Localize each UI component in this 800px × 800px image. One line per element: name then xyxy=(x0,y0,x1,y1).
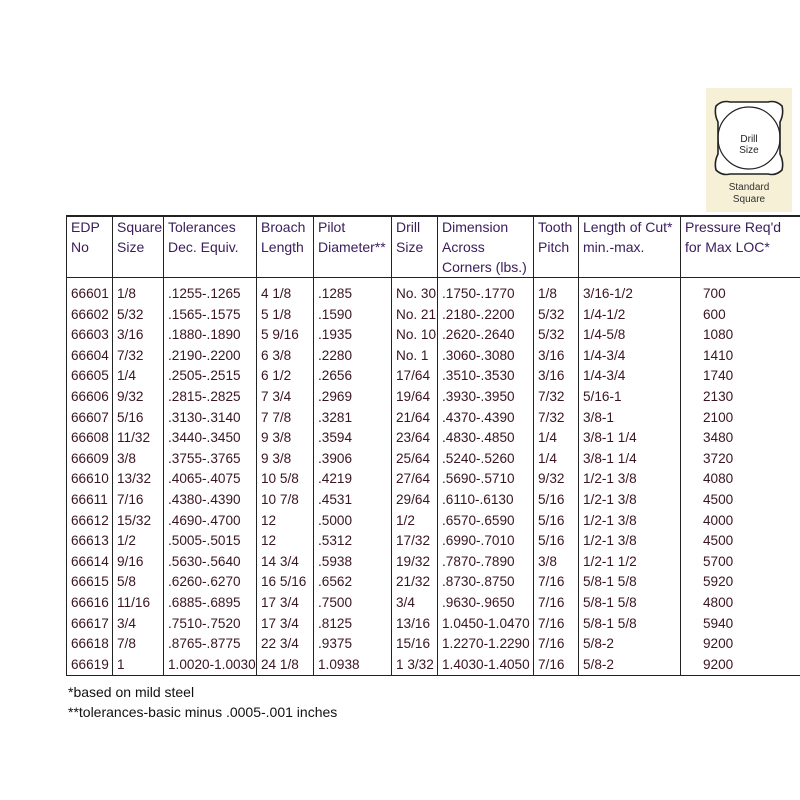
table-row xyxy=(67,490,800,511)
cell-across-corners: .6110-.6130 xyxy=(438,490,534,511)
table-row xyxy=(67,511,800,532)
header-edp: EDP No xyxy=(67,216,113,278)
cell-tooth-pitch: 3/16 xyxy=(534,346,579,367)
cell-broach-length: 7 3/4 xyxy=(257,387,314,408)
cell-edp: 66610 xyxy=(67,469,113,490)
table-row xyxy=(67,428,800,449)
cell-square-size: 7/32 xyxy=(113,346,164,367)
cell-edp: 66619 xyxy=(67,655,113,676)
cell-broach-length: 4 1/8 xyxy=(257,278,314,305)
cell-pilot-diameter: .3594 xyxy=(314,428,392,449)
cell-square-size: 1/4 xyxy=(113,366,164,387)
cell-length-of-cut: 5/16-1 xyxy=(579,387,681,408)
cell-across-corners: .6990-.7010 xyxy=(438,531,534,552)
cell-edp: 66615 xyxy=(67,572,113,593)
cell-drill-size: No. 30 xyxy=(392,278,438,305)
cell-pilot-diameter: .7500 xyxy=(314,593,392,614)
cell-length-of-cut: 1/4-5/8 xyxy=(579,325,681,346)
cell-pressure: 9200 xyxy=(681,634,800,655)
cell-broach-length: 17 3/4 xyxy=(257,593,314,614)
cell-drill-size: No. 21 xyxy=(392,305,438,326)
cell-pressure: 2100 xyxy=(681,408,800,429)
cell-length-of-cut: 1/2-1 3/8 xyxy=(579,511,681,532)
cell-edp: 66613 xyxy=(67,531,113,552)
header-pressure-required: Pressure Req'd for Max LOC* xyxy=(681,216,800,278)
cell-square-size: 13/32 xyxy=(113,469,164,490)
cell-broach-length: 16 5/16 xyxy=(257,572,314,593)
cell-tooth-pitch: 7/16 xyxy=(534,634,579,655)
cell-tolerance: .2505-.2515 xyxy=(164,366,257,387)
cell-drill-size: 19/64 xyxy=(392,387,438,408)
broach-spec-table xyxy=(66,215,800,676)
cell-tolerance: .3440-.3450 xyxy=(164,428,257,449)
cell-drill-size: 29/64 xyxy=(392,490,438,511)
cell-tooth-pitch: 1/4 xyxy=(534,428,579,449)
cell-broach-length: 10 5/8 xyxy=(257,469,314,490)
cell-drill-size: 13/16 xyxy=(392,614,438,635)
cell-pressure: 5940 xyxy=(681,614,800,635)
cell-square-size: 5/32 xyxy=(113,305,164,326)
table-row xyxy=(67,449,800,470)
standard-square-caption: Standard Square xyxy=(728,182,770,205)
cell-pressure: 4080 xyxy=(681,469,800,490)
cell-tooth-pitch: 7/32 xyxy=(534,408,579,429)
cell-broach-length: 5 1/8 xyxy=(257,305,314,326)
table-row xyxy=(67,408,800,429)
cell-tolerance: .5005-.5015 xyxy=(164,531,257,552)
cell-tolerance: 1.0020-1.0030 xyxy=(164,655,257,676)
cell-length-of-cut: 3/8-1 1/4 xyxy=(579,428,681,449)
cell-square-size: 9/32 xyxy=(113,387,164,408)
cell-edp: 66616 xyxy=(67,593,113,614)
cell-drill-size: 27/64 xyxy=(392,469,438,490)
footnotes xyxy=(68,682,337,722)
cell-square-size: 11/32 xyxy=(113,428,164,449)
cell-pressure: 4000 xyxy=(681,511,800,532)
cell-drill-size: 17/64 xyxy=(392,366,438,387)
cell-square-size: 3/8 xyxy=(113,449,164,470)
cell-edp: 66606 xyxy=(67,387,113,408)
cell-tolerance: .1255-.1265 xyxy=(164,278,257,305)
cell-length-of-cut: 1/2-1 3/8 xyxy=(579,490,681,511)
table-row xyxy=(67,634,800,655)
cell-tooth-pitch: 1/8 xyxy=(534,278,579,305)
cell-pilot-diameter: .4219 xyxy=(314,469,392,490)
cell-length-of-cut: 5/8-1 5/8 xyxy=(579,593,681,614)
footnote-mild-steel: *based on mild steel xyxy=(68,684,195,700)
cell-pressure: 4500 xyxy=(681,531,800,552)
header-pilot-diameter: Pilot Diameter** xyxy=(314,216,392,278)
cell-pilot-diameter: .4531 xyxy=(314,490,392,511)
cell-across-corners: .2620-.2640 xyxy=(438,325,534,346)
cell-pilot-diameter: .5938 xyxy=(314,552,392,573)
cell-tolerance: .1880-.1890 xyxy=(164,325,257,346)
cell-square-size: 5/8 xyxy=(113,572,164,593)
cell-drill-size: 21/64 xyxy=(392,408,438,429)
table-row xyxy=(67,655,800,676)
cell-tooth-pitch: 5/16 xyxy=(534,490,579,511)
cell-broach-length: 9 3/8 xyxy=(257,428,314,449)
cell-broach-length: 6 3/8 xyxy=(257,346,314,367)
cell-across-corners: 1.2270-1.2290 xyxy=(438,634,534,655)
cell-tolerance: .4380-.4390 xyxy=(164,490,257,511)
table-row xyxy=(67,346,800,367)
header-tolerances: Tolerances Dec. Equiv. xyxy=(164,216,257,278)
cell-pilot-diameter: .8125 xyxy=(314,614,392,635)
table-row xyxy=(67,572,800,593)
cell-drill-size: 3/4 xyxy=(392,593,438,614)
cell-square-size: 1 xyxy=(113,655,164,676)
cell-drill-size: 23/64 xyxy=(392,428,438,449)
cell-pressure: 3480 xyxy=(681,428,800,449)
cell-length-of-cut: 1/2-1 3/8 xyxy=(579,469,681,490)
cell-pilot-diameter: .9375 xyxy=(314,634,392,655)
cell-tooth-pitch: 5/16 xyxy=(534,531,579,552)
cell-length-of-cut: 3/8-1 xyxy=(579,408,681,429)
cell-pressure: 1410 xyxy=(681,346,800,367)
cell-pilot-diameter: .6562 xyxy=(314,572,392,593)
standard-square-diagram xyxy=(706,88,792,212)
cell-tolerance: .2815-.2825 xyxy=(164,387,257,408)
cell-square-size: 1/8 xyxy=(113,278,164,305)
cell-pressure: 9200 xyxy=(681,655,800,676)
cell-broach-length: 12 xyxy=(257,531,314,552)
cell-edp: 66614 xyxy=(67,552,113,573)
cell-tooth-pitch: 9/32 xyxy=(534,469,579,490)
cell-drill-size: 19/32 xyxy=(392,552,438,573)
cell-length-of-cut: 1/4-3/4 xyxy=(579,346,681,367)
cell-pressure: 700 xyxy=(681,278,800,305)
cell-across-corners: .2180-.2200 xyxy=(438,305,534,326)
cell-tooth-pitch: 7/16 xyxy=(534,614,579,635)
cell-broach-length: 12 xyxy=(257,511,314,532)
table-row xyxy=(67,552,800,573)
cell-tolerance: .5630-.5640 xyxy=(164,552,257,573)
cell-tolerance: .4065-.4075 xyxy=(164,469,257,490)
cell-across-corners: .9630-.9650 xyxy=(438,593,534,614)
cell-pressure: 5700 xyxy=(681,552,800,573)
cell-tolerance: .1565-.1575 xyxy=(164,305,257,326)
cell-pressure: 5920 xyxy=(681,572,800,593)
cell-across-corners: .7870-.7890 xyxy=(438,552,534,573)
cell-across-corners: .8730-.8750 xyxy=(438,572,534,593)
cell-length-of-cut: 3/16-1/2 xyxy=(579,278,681,305)
cell-across-corners: .5690-.5710 xyxy=(438,469,534,490)
cell-pilot-diameter: .3906 xyxy=(314,449,392,470)
cell-edp: 66605 xyxy=(67,366,113,387)
cell-broach-length: 9 3/8 xyxy=(257,449,314,470)
cell-broach-length: 14 3/4 xyxy=(257,552,314,573)
cell-drill-size: 25/64 xyxy=(392,449,438,470)
cell-pressure: 3720 xyxy=(681,449,800,470)
cell-pilot-diameter: .2969 xyxy=(314,387,392,408)
cell-square-size: 5/16 xyxy=(113,408,164,429)
cell-tolerance: .6885-.6895 xyxy=(164,593,257,614)
cell-tooth-pitch: 3/16 xyxy=(534,366,579,387)
cell-square-size: 11/16 xyxy=(113,593,164,614)
cell-edp: 66602 xyxy=(67,305,113,326)
cell-across-corners: .6570-.6590 xyxy=(438,511,534,532)
cell-broach-length: 22 3/4 xyxy=(257,634,314,655)
cell-broach-length: 17 3/4 xyxy=(257,614,314,635)
cell-edp: 66604 xyxy=(67,346,113,367)
cell-broach-length: 6 1/2 xyxy=(257,366,314,387)
cell-tooth-pitch: 7/16 xyxy=(534,593,579,614)
table-row xyxy=(67,366,800,387)
cell-edp: 66609 xyxy=(67,449,113,470)
header-dimension-across-corners: Dimension Across Corners (lbs.) xyxy=(438,216,534,278)
header-square-size: Square Size xyxy=(113,216,164,278)
cell-tooth-pitch: 7/16 xyxy=(534,655,579,676)
table-row xyxy=(67,305,800,326)
table-header-row xyxy=(67,216,800,278)
cell-pressure: 2130 xyxy=(681,387,800,408)
cell-drill-size: 17/32 xyxy=(392,531,438,552)
cell-across-corners: .4370-.4390 xyxy=(438,408,534,429)
cell-across-corners: .3510-.3530 xyxy=(438,366,534,387)
cell-across-corners: .1750-.1770 xyxy=(438,278,534,305)
cell-length-of-cut: 5/8-2 xyxy=(579,655,681,676)
cell-length-of-cut: 1/2-1 3/8 xyxy=(579,531,681,552)
cell-edp: 66601 xyxy=(67,278,113,305)
cell-pilot-diameter: 1.0938 xyxy=(314,655,392,676)
cell-edp: 66603 xyxy=(67,325,113,346)
cell-tolerance: .7510-.7520 xyxy=(164,614,257,635)
cell-across-corners: .5240-.5260 xyxy=(438,449,534,470)
cell-tolerance: .4690-.4700 xyxy=(164,511,257,532)
cell-tooth-pitch: 5/32 xyxy=(534,305,579,326)
table-row xyxy=(67,278,800,305)
cell-pilot-diameter: .3281 xyxy=(314,408,392,429)
cell-edp: 66608 xyxy=(67,428,113,449)
cell-length-of-cut: 5/8-1 5/8 xyxy=(579,572,681,593)
header-length-of-cut: Length of Cut* min.-max. xyxy=(579,216,681,278)
cell-across-corners: 1.4030-1.4050 xyxy=(438,655,534,676)
cell-tooth-pitch: 7/32 xyxy=(534,387,579,408)
cell-edp: 66607 xyxy=(67,408,113,429)
cell-tolerance: .6260-.6270 xyxy=(164,572,257,593)
cell-tooth-pitch: 1/4 xyxy=(534,449,579,470)
cell-edp: 66611 xyxy=(67,490,113,511)
cell-pilot-diameter: .5000 xyxy=(314,511,392,532)
cell-pilot-diameter: .1285 xyxy=(314,278,392,305)
cell-tolerance: .3130-.3140 xyxy=(164,408,257,429)
cell-broach-length: 24 1/8 xyxy=(257,655,314,676)
cell-length-of-cut: 3/8-1 1/4 xyxy=(579,449,681,470)
cell-pressure: 1740 xyxy=(681,366,800,387)
cell-square-size: 3/4 xyxy=(113,614,164,635)
cell-square-size: 1/2 xyxy=(113,531,164,552)
cell-drill-size: 15/16 xyxy=(392,634,438,655)
cell-drill-size: 1 3/32 xyxy=(392,655,438,676)
cell-length-of-cut: 5/8-2 xyxy=(579,634,681,655)
header-broach-length: Broach Length xyxy=(257,216,314,278)
cell-length-of-cut: 5/8-1 5/8 xyxy=(579,614,681,635)
cell-broach-length: 5 9/16 xyxy=(257,325,314,346)
cell-across-corners: .3930-.3950 xyxy=(438,387,534,408)
cell-drill-size: 21/32 xyxy=(392,572,438,593)
header-drill-size: Drill Size xyxy=(392,216,438,278)
cell-tooth-pitch: 7/16 xyxy=(534,572,579,593)
cell-square-size: 7/8 xyxy=(113,634,164,655)
cell-broach-length: 10 7/8 xyxy=(257,490,314,511)
cell-square-size: 9/16 xyxy=(113,552,164,573)
cell-square-size: 15/32 xyxy=(113,511,164,532)
cell-tooth-pitch: 5/32 xyxy=(534,325,579,346)
cell-edp: 66618 xyxy=(67,634,113,655)
cell-drill-size: No. 1 xyxy=(392,346,438,367)
cell-pilot-diameter: .2656 xyxy=(314,366,392,387)
cell-tolerance: .3755-.3765 xyxy=(164,449,257,470)
cell-pressure: 4800 xyxy=(681,593,800,614)
cell-across-corners: .3060-.3080 xyxy=(438,346,534,367)
cell-tolerance: .2190-.2200 xyxy=(164,346,257,367)
cell-broach-length: 7 7/8 xyxy=(257,408,314,429)
cell-length-of-cut: 1/4-1/2 xyxy=(579,305,681,326)
cell-pilot-diameter: .2280 xyxy=(314,346,392,367)
cell-pilot-diameter: .1935 xyxy=(314,325,392,346)
footnote-tolerances: **tolerances-basic minus .0005-.001 inches xyxy=(68,704,338,720)
cell-drill-size: 1/2 xyxy=(392,511,438,532)
cell-tooth-pitch: 3/8 xyxy=(534,552,579,573)
table-row xyxy=(67,325,800,346)
cell-across-corners: .4830-.4850 xyxy=(438,428,534,449)
table-row xyxy=(67,469,800,490)
table-body xyxy=(67,278,800,676)
cell-square-size: 7/16 xyxy=(113,490,164,511)
cell-pilot-diameter: .1590 xyxy=(314,305,392,326)
cell-length-of-cut: 1/4-3/4 xyxy=(579,366,681,387)
cell-square-size: 3/16 xyxy=(113,325,164,346)
table-row xyxy=(67,387,800,408)
cell-pressure: 4500 xyxy=(681,490,800,511)
cell-pilot-diameter: .5312 xyxy=(314,531,392,552)
cell-pressure: 1080 xyxy=(681,325,800,346)
cell-drill-size: No. 10 xyxy=(392,325,438,346)
cell-tolerance: .8765-.8775 xyxy=(164,634,257,655)
header-tooth-pitch: Tooth Pitch xyxy=(534,216,579,278)
table-row xyxy=(67,531,800,552)
cell-across-corners: 1.0450-1.0470 xyxy=(438,614,534,635)
table-row xyxy=(67,593,800,614)
table-row xyxy=(67,614,800,635)
cell-edp: 66617 xyxy=(67,614,113,635)
cell-length-of-cut: 1/2-1 1/2 xyxy=(579,552,681,573)
cell-tooth-pitch: 5/16 xyxy=(534,511,579,532)
cell-pressure: 600 xyxy=(681,305,800,326)
drill-size-label: Drill Size xyxy=(739,134,759,156)
cell-edp: 66612 xyxy=(67,511,113,532)
